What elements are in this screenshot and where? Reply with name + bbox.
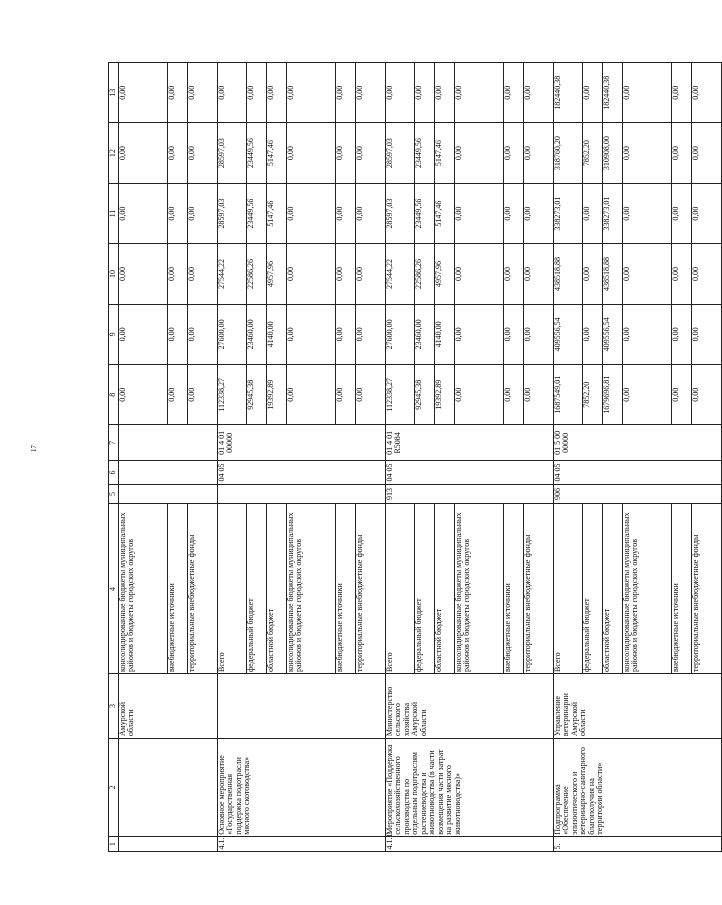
row-r411-total [386, 63, 415, 852]
amount-cell: 0,00 [672, 304, 692, 364]
amount-cell: 318760,20 [554, 123, 583, 183]
row-cont-consolidated [119, 63, 168, 852]
amount-cell: 5147,46 [435, 123, 455, 183]
amount-cell: 19392,89 [267, 365, 287, 425]
amount-cell: 0,00 [119, 63, 168, 123]
column-header-10: 10 [109, 244, 119, 304]
amount-cell: 182440,38 [554, 63, 583, 123]
amount-cell: 0,00 [435, 63, 455, 123]
amount-cell: 0,00 [415, 63, 435, 123]
amount-cell: 27600,00 [386, 304, 415, 364]
amount-cell: 0,00 [623, 244, 672, 304]
amount-cell: 0,00 [504, 365, 524, 425]
column-header-1: 1 [109, 837, 119, 852]
row-number: 4.1. [218, 837, 386, 852]
budget-table [108, 62, 722, 852]
amount-cell: 28597,03 [218, 123, 247, 183]
funding-source: территориальные внебюджетные фонды [356, 504, 386, 674]
column-header-11: 11 [109, 183, 119, 243]
rotated-page [108, 62, 700, 852]
column-header-8: 8 [109, 365, 119, 425]
amount-cell: 0,00 [524, 183, 554, 243]
amount-cell: 0,00 [119, 123, 168, 183]
amount-cell: 0,00 [583, 244, 603, 304]
funding-source: консолидированные бюджеты муниципальных районов и бюджеты городских округов [623, 504, 672, 674]
amount-cell: 23460,00 [247, 304, 267, 364]
amount-cell: 5147,46 [267, 183, 287, 243]
funding-source: территориальные внебюджетные фонды [692, 504, 722, 674]
row-r5-total [554, 63, 583, 852]
program-name: Мероприятие «Поддержка сельскохозяйственного производства по отдельным подотраслям растениеводства и животноводства (в части возмещения части затрат на развитие мясного животноводства)» [386, 738, 554, 837]
column-header-6: 6 [109, 461, 119, 484]
code-rzpr: 04 05 [218, 461, 386, 484]
amount-cell: 0,00 [504, 123, 524, 183]
amount-cell: 27600,00 [218, 304, 247, 364]
amount-cell: 438518,88 [603, 244, 623, 304]
amount-cell: 112338,27 [386, 365, 415, 425]
amount-cell: 0,00 [287, 304, 336, 364]
amount-cell: 23460,00 [415, 304, 435, 364]
row-number: 5. [554, 837, 722, 852]
amount-cell: 0,00 [188, 63, 218, 123]
code-csr: 01 4 01 00000 [218, 425, 386, 461]
amount-cell: 0,00 [672, 123, 692, 183]
amount-cell: 0,00 [623, 63, 672, 123]
amount-cell: 0,00 [623, 123, 672, 183]
amount-cell: 23449,56 [415, 183, 435, 243]
amount-cell: 0,00 [188, 365, 218, 425]
amount-cell: 0,00 [188, 183, 218, 243]
funding-source: Всего [554, 504, 583, 674]
code-grbs [119, 484, 218, 504]
amount-cell: 27544,22 [218, 244, 247, 304]
code-csr: 01 5 00 00000 [554, 425, 722, 461]
amount-cell: 0,00 [583, 304, 603, 364]
amount-cell: 0,00 [168, 63, 188, 123]
amount-cell: 0,00 [623, 365, 672, 425]
amount-cell: 0,00 [356, 244, 386, 304]
amount-cell: 0,00 [188, 123, 218, 183]
amount-cell: 7852,20 [583, 123, 603, 183]
amount-cell: 0,00 [692, 244, 722, 304]
amount-cell: 0,00 [692, 123, 722, 183]
amount-cell: 23449,56 [247, 123, 267, 183]
amount-cell: 4140,00 [267, 304, 287, 364]
amount-cell: 0,00 [583, 63, 603, 123]
amount-cell: 0,00 [583, 183, 603, 243]
code-rzpr [119, 461, 218, 484]
amount-cell: 0,00 [168, 183, 188, 243]
amount-cell: 0,00 [119, 304, 168, 364]
executor-name: Министерство сельского хозяйства Амурской области [386, 674, 554, 738]
amount-cell: 0,00 [287, 123, 336, 183]
amount-cell: 0,00 [672, 244, 692, 304]
amount-cell: 0,00 [287, 63, 336, 123]
amount-cell: 409556,54 [554, 304, 583, 364]
amount-cell: 0,00 [247, 63, 267, 123]
amount-cell: 0,00 [455, 183, 504, 243]
funding-source: территориальные внебюджетные фонды [524, 504, 554, 674]
program-name: Основное мероприятие «Государственная поддержка подотрасли мясного скотоводства» [218, 738, 386, 837]
amount-cell: 0,00 [692, 365, 722, 425]
funding-source: областной бюджет [603, 504, 623, 674]
amount-cell: 5147,46 [267, 123, 287, 183]
program-name: Подпрограмма «Обеспечение эпизоотического и ветеринарно-санитарного благополучия на территории области» [554, 738, 722, 837]
column-header-7: 7 [109, 425, 119, 461]
funding-source: внебюджетные источники [504, 504, 524, 674]
row-r41-total [218, 63, 247, 852]
amount-cell: 23449,56 [415, 123, 435, 183]
amount-cell: 92945,38 [415, 365, 435, 425]
amount-cell: 0,00 [287, 244, 336, 304]
amount-cell: 0,00 [188, 244, 218, 304]
amount-cell: 0,00 [623, 304, 672, 364]
column-header-9: 9 [109, 304, 119, 364]
funding-source: областной бюджет [435, 504, 455, 674]
amount-cell: 0,00 [267, 63, 287, 123]
column-header-5: 5 [109, 484, 119, 504]
funding-source: внебюджетные источники [168, 504, 188, 674]
amount-cell: 22586,26 [415, 244, 435, 304]
table-body [109, 63, 722, 852]
amount-cell: 409556,54 [603, 304, 623, 364]
amount-cell: 0,00 [287, 183, 336, 243]
amount-cell: 0,00 [524, 304, 554, 364]
code-grbs: 906 [554, 484, 722, 504]
amount-cell: 0,00 [692, 63, 722, 123]
amount-cell: 0,00 [692, 183, 722, 243]
amount-cell: 0,00 [168, 123, 188, 183]
amount-cell: 0,00 [336, 123, 356, 183]
amount-cell: 438518,88 [554, 244, 583, 304]
funding-source: консолидированные бюджеты муниципальных районов и бюджеты городских округов [455, 504, 504, 674]
funding-source: консолидированные бюджеты муниципальных районов и бюджеты городских округов [119, 504, 168, 674]
amount-cell: 0,00 [119, 365, 168, 425]
amount-cell: 0,00 [336, 63, 356, 123]
column-header-4: 4 [109, 504, 119, 674]
amount-cell: 4957,96 [267, 244, 287, 304]
funding-source: внебюджетные источники [336, 504, 356, 674]
amount-cell: 0,00 [168, 304, 188, 364]
amount-cell: 4140,00 [435, 304, 455, 364]
code-rzpr: 04 05 [554, 461, 722, 484]
executor-name [218, 674, 386, 738]
amount-cell: 0,00 [524, 365, 554, 425]
amount-cell: 4957,96 [435, 244, 455, 304]
amount-cell: 0,00 [524, 63, 554, 123]
amount-cell: 0,00 [692, 304, 722, 364]
funding-source: федеральный бюджет [583, 504, 603, 674]
amount-cell: 0,00 [504, 63, 524, 123]
header-row [109, 63, 119, 852]
amount-cell: 0,00 [504, 304, 524, 364]
amount-cell: 28597,03 [218, 183, 247, 243]
amount-cell: 0,00 [336, 304, 356, 364]
row-number: 4.1.1. [386, 837, 554, 852]
amount-cell: 0,00 [524, 244, 554, 304]
amount-cell: 0,00 [336, 244, 356, 304]
amount-cell: 0,00 [455, 365, 504, 425]
amount-cell: 0,00 [119, 183, 168, 243]
code-csr: 01 4 01 R5084 [386, 425, 554, 461]
amount-cell: 0,00 [672, 63, 692, 123]
funding-source: Всего [386, 504, 415, 674]
funding-source: федеральный бюджет [247, 504, 267, 674]
amount-cell: 28597,03 [386, 183, 415, 243]
amount-cell: 0,00 [287, 365, 336, 425]
amount-cell: 0,00 [336, 365, 356, 425]
funding-source: внебюджетные источники [672, 504, 692, 674]
column-header-2: 2 [109, 738, 119, 837]
funding-source: консолидированные бюджеты муниципальных районов и бюджеты городских округов [287, 504, 336, 674]
amount-cell: 0,00 [356, 63, 386, 123]
amount-cell: 0,00 [504, 183, 524, 243]
amount-cell: 0,00 [672, 183, 692, 243]
column-header-3: 3 [109, 674, 119, 738]
amount-cell: 0,00 [504, 244, 524, 304]
amount-cell: 0,00 [356, 304, 386, 364]
funding-source: территориальные внебюджетные фонды [188, 504, 218, 674]
amount-cell: 112338,27 [218, 365, 247, 425]
column-header-13: 13 [109, 63, 119, 123]
code-rzpr: 04 05 [386, 461, 554, 484]
amount-cell: 0,00 [386, 63, 415, 123]
amount-cell: 0,00 [455, 63, 504, 123]
amount-cell: 338273,01 [603, 183, 623, 243]
amount-cell: 22586,26 [247, 244, 267, 304]
amount-cell: 310908,00 [603, 123, 623, 183]
row-number [119, 837, 218, 852]
funding-source: областной бюджет [267, 504, 287, 674]
amount-cell: 0,00 [356, 183, 386, 243]
executor-name: Управление ветеринарии Амурской области [554, 674, 722, 738]
amount-cell: 0,00 [119, 244, 168, 304]
code-csr [119, 425, 218, 461]
amount-cell: 7852,20 [583, 365, 603, 425]
amount-cell: 1679696,81 [603, 365, 623, 425]
amount-cell: 0,00 [168, 244, 188, 304]
page-number: 17 [30, 445, 38, 452]
amount-cell: 0,00 [336, 183, 356, 243]
amount-cell: 0,00 [188, 304, 218, 364]
amount-cell: 0,00 [168, 365, 188, 425]
code-grbs: 913 [386, 484, 554, 504]
amount-cell: 0,00 [356, 123, 386, 183]
amount-cell: 5147,46 [435, 183, 455, 243]
amount-cell: 0,00 [356, 365, 386, 425]
amount-cell: 0,00 [455, 123, 504, 183]
amount-cell: 0,00 [524, 123, 554, 183]
amount-cell: 19392,89 [435, 365, 455, 425]
column-header-12: 12 [109, 123, 119, 183]
code-grbs [218, 484, 386, 504]
program-name [119, 738, 218, 837]
amount-cell: 0,00 [218, 63, 247, 123]
amount-cell: 0,00 [672, 365, 692, 425]
amount-cell: 0,00 [455, 244, 504, 304]
funding-source: Всего [218, 504, 247, 674]
amount-cell: 28597,03 [386, 123, 415, 183]
funding-source: федеральный бюджет [415, 504, 435, 674]
amount-cell: 27544,22 [386, 244, 415, 304]
executor-name: Амурской области [119, 674, 218, 738]
amount-cell: 0,00 [455, 304, 504, 364]
amount-cell: 182440,38 [603, 63, 623, 123]
amount-cell: 23449,56 [247, 183, 267, 243]
amount-cell: 1687549,01 [554, 365, 583, 425]
amount-cell: 92945,38 [247, 365, 267, 425]
amount-cell: 338273,01 [554, 183, 583, 243]
amount-cell: 0,00 [623, 183, 672, 243]
